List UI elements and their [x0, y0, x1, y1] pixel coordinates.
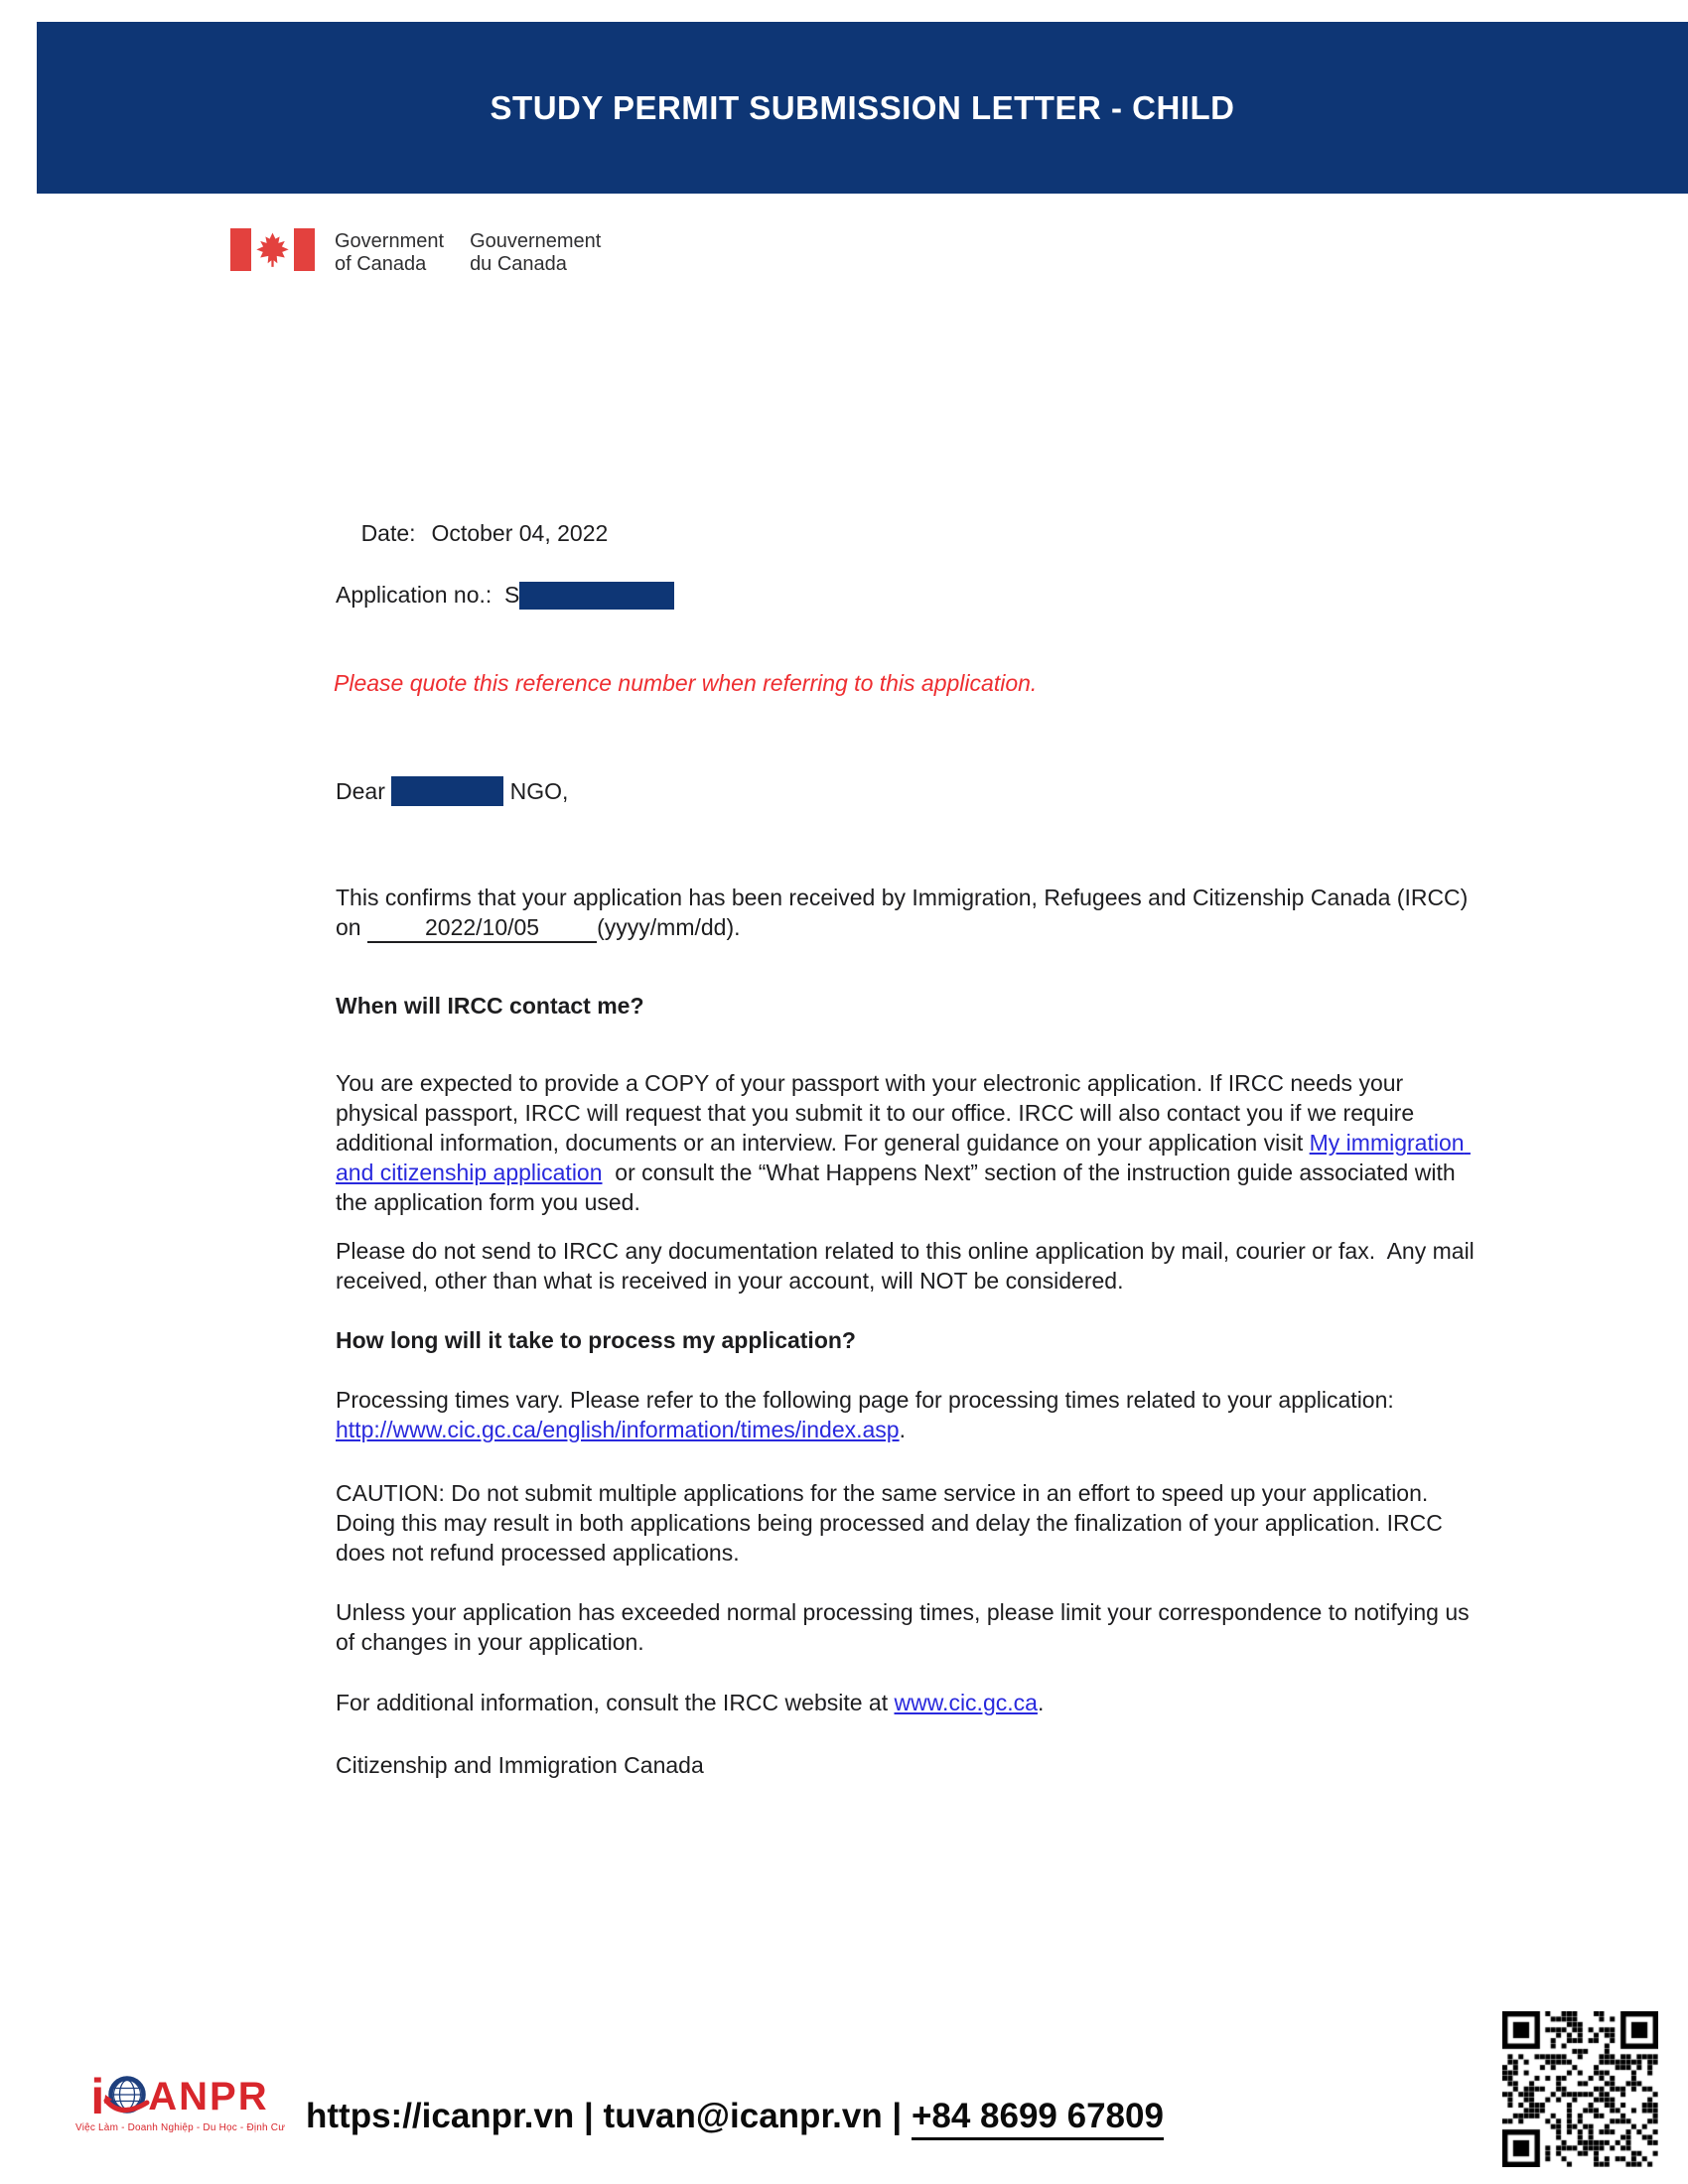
- wordmark-french: Gouvernement du Canada: [470, 230, 602, 275]
- date-value: October 04, 2022: [431, 520, 609, 546]
- paragraph-caution: [336, 1478, 1487, 1568]
- qr-code: [1502, 2011, 1658, 2167]
- text-segment: Dear: [336, 778, 392, 804]
- text-segment: For additional information, consult the IRCC website at: [336, 1690, 895, 1715]
- globe-icon: [103, 2073, 151, 2120]
- signature-line: [336, 1750, 1487, 1780]
- title-banner: [37, 22, 1688, 194]
- inline-link[interactable]: http://www.cic.gc.ca/english/information/times/index.asp: [336, 1417, 900, 1442]
- text-segment: .: [899, 1417, 906, 1442]
- text-segment: You are expected to provide a COPY of your passport with your electronic application. If IRCC needs your physical passport, IRCC will request that you submit it to our office. IRCC will also contact you if we require additional information, documents or an interview. For general guidance on your application visit: [336, 1070, 1421, 1156]
- paragraph-no-mail: [336, 1236, 1487, 1296]
- date-label: Date:: [360, 520, 416, 546]
- wordmark-english: Government of Canada: [335, 230, 445, 275]
- date-line: [336, 488, 608, 578]
- redaction-box: [519, 582, 674, 610]
- text-segment: Citizenship and Immigration Canada: [336, 1752, 704, 1778]
- text-segment: +84 8699 67809: [912, 2097, 1164, 2140]
- paragraph-additional-info: [336, 1688, 1487, 1717]
- page-title: STUDY PERMIT SUBMISSION LETTER - CHILD: [490, 89, 1235, 126]
- inline-link[interactable]: www.cic.gc.ca: [894, 1690, 1038, 1715]
- text-segment: 2022/10/05: [367, 914, 597, 943]
- paragraph-processing-times: [336, 1385, 1487, 1444]
- heading-processing-time: How long will it take to process my application?: [336, 1327, 856, 1353]
- text-segment: https://icanpr.vn | tuvan@icanpr.vn |: [306, 2097, 912, 2135]
- paragraph-passport: [336, 1068, 1487, 1217]
- reference-note: Please quote this reference number when referring to this application.: [334, 670, 1038, 696]
- text-segment: or consult the “What Happens Next” section of the instruction guide associated with the application form you used.: [336, 1160, 1463, 1215]
- text-segment: NGO,: [503, 778, 569, 804]
- text-segment: .: [1037, 1690, 1045, 1715]
- footer-contact-line: [306, 2097, 1164, 2136]
- canada-flag-icon: [230, 228, 315, 271]
- text-segment: Application no.: S: [336, 582, 520, 608]
- salutation-line: [336, 776, 568, 806]
- text-segment: CAUTION: Do not submit multiple applications for the same service in an effort to speed up your application. Doing this may result in both applications being processed and delay the finalization of your application. IRCC does not refund processed applications.: [336, 1480, 1450, 1566]
- paragraph-limit-correspondence: [336, 1597, 1487, 1657]
- heading-contact: When will IRCC contact me?: [336, 993, 644, 1019]
- brand-letters-anpr: ANPR: [148, 2075, 269, 2118]
- paragraph-confirmation: [336, 883, 1487, 942]
- brand-letter-i: i: [90, 2069, 105, 2124]
- application-number-line: [336, 580, 674, 610]
- inline-link[interactable]: My immigration and citizenship application: [336, 1130, 1471, 1185]
- text-segment: This confirms that your application has been received by Immigration, Refugees and Citizenship Canada (IRCC) on: [336, 885, 1475, 940]
- text-segment: Processing times vary. Please refer to the following page for processing times related to your application:: [336, 1387, 1401, 1413]
- text-segment: (yyyy/mm/dd).: [597, 914, 741, 940]
- text-segment: Unless your application has exceeded normal processing times, please limit your correspondence to notifying us of changes in your application.: [336, 1599, 1477, 1655]
- canada-wordmark: [230, 228, 601, 276]
- icanpr-logo: [75, 2069, 286, 2133]
- redaction-box: [391, 776, 503, 806]
- text-segment: Please do not send to IRCC any documentation related to this online application by mail, courier or fax. Any mail received, other than what is received in your account, will NOT be considered.: [336, 1238, 1481, 1294]
- brand-tagline: Việc Làm - Doanh Nghiệp - Du Học - Định Cư: [75, 2122, 286, 2133]
